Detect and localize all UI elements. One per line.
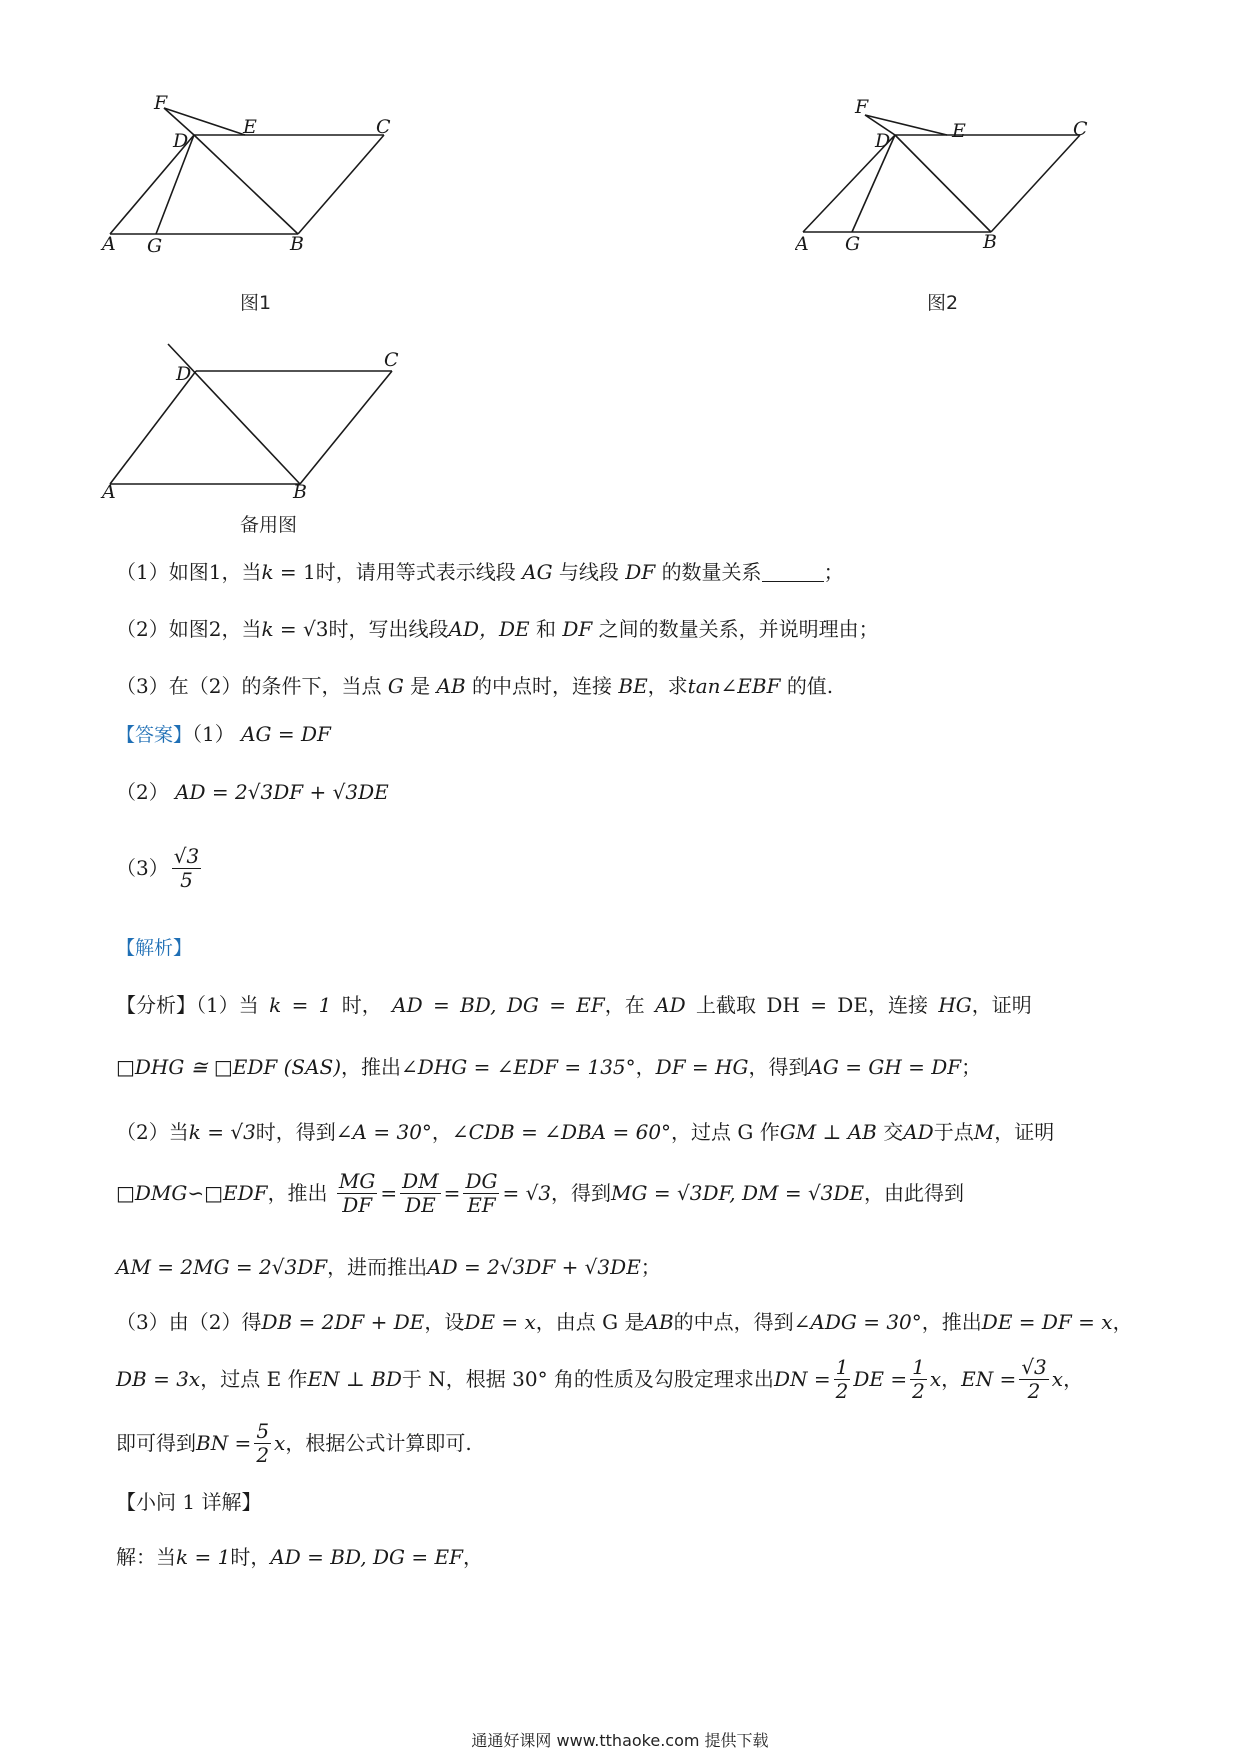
- fig1-label-E: E: [243, 116, 257, 138]
- fig3-label-B: B: [293, 481, 307, 503]
- figure-3: [100, 330, 440, 510]
- analysis-line-2: □DHG ≅ □EDF (SAS)，推出∠DHG = ∠EDF = 135°，DF = HG，得到AG = GH = DF；: [116, 1055, 982, 1079]
- analysis-line-5: AM = 2MG = 2√3DF，进而推出AD = 2√3DF + √3DE；: [116, 1255, 661, 1279]
- page-footer: 通通好课网 www.tthaoke.com 提供下载: [471, 1731, 769, 1750]
- question-1: （1）如图1，当k = 1时，请用等式表示线段 AG 与线段 DF 的数量关系 ；: [116, 560, 844, 584]
- figure-3-caption: 备用图: [240, 514, 298, 536]
- detail-tag-line: [116, 1490, 261, 1515]
- analysis-tag-line: [116, 935, 192, 961]
- fig1-label-B: B: [290, 233, 304, 255]
- question-3: （3）在（2）的条件下，当点 G 是 AB 的中点时，连接 BE，求tan∠EBF 的值.: [116, 674, 834, 698]
- detail-tag: 【小问 1 详解】: [116, 1490, 262, 1514]
- analysis-line-1: 【分析】（1）当 k = 1 时， AD = BD, DG = EF，在 AD 上截取 DH = DE，连接 HG，证明: [116, 993, 1032, 1017]
- answer-blank: [762, 580, 824, 582]
- fig3-label-A: A: [102, 481, 116, 503]
- analysis-line-4: □DMG∽□EDF，推出 $\frac{MG}{DF}$ = $\frac{DM}{DE}$ = $\frac{DG}{EF}$ = √3，得到MG = √3DF, DM = √3DE，由此得到: [116, 1169, 965, 1217]
- analysis-line-6: （3）由（2）得DB = 2DF + DE，设DE = x，由点 G 是AB的中点，得到∠ADG = 30°，推出DE = DF = x，: [116, 1310, 1133, 1334]
- fig2-label-G: G: [845, 233, 861, 255]
- figure-2-caption: 图2: [927, 292, 959, 314]
- fig1-label-A: A: [102, 233, 116, 255]
- fig2-label-D: D: [875, 130, 891, 152]
- figure-2-diagram: [795, 95, 1135, 285]
- fig2-label-A-visible: A: [795, 233, 809, 255]
- fig1-label-G: G: [147, 235, 163, 257]
- fig2-label-F: F: [855, 96, 869, 118]
- fig2-label-C: C: [1073, 118, 1088, 140]
- question-2: （2）如图2，当k = √3时，写出线段AD，DE 和 DF 之间的数量关系，并说明理由；: [116, 617, 879, 641]
- answer-tag: 【答案】: [116, 724, 193, 746]
- fig3-label-D: D: [176, 363, 192, 385]
- detail-line-1: 解：当k = 1时，AD = BD, DG = EF，: [116, 1545, 483, 1569]
- figure-1-caption: 图1: [240, 292, 272, 314]
- fig1-label-F: F: [154, 95, 168, 114]
- answer-3-fraction: $\frac{√3}{5}$: [173, 844, 200, 892]
- figure-1: [100, 95, 440, 285]
- answer-2: （2） AD = 2√3DF + √3DE: [116, 780, 389, 804]
- fig1-label-D: D: [173, 130, 189, 152]
- figure-1-diagram: [100, 95, 440, 285]
- fig2-label-B: B: [983, 231, 997, 253]
- figure-2: [795, 95, 1135, 285]
- analysis-line-7: DB = 3x，过点 E 作EN ⊥ BD于 N，根据 30° 角的性质及勾股定理求出DN = $\frac{1}{2}$ DE = $\frac{1}{2}$ x，EN = $\frac{√3}{2}$ x，: [116, 1355, 1084, 1403]
- answer-1: 【答案】（1） AG = DF: [116, 722, 331, 746]
- fig1-label-C: C: [376, 116, 391, 138]
- figure-3-diagram: [100, 330, 440, 510]
- analysis-line-3: （2）当k = √3时，得到∠A = 30°，∠CDB = ∠DBA = 60°，过点 G 作GM ⊥ AB 交AD于点M，证明: [116, 1120, 1055, 1144]
- fig2-label-E: E: [952, 120, 966, 142]
- analysis-tag: 【解析】: [116, 937, 193, 959]
- analysis-line-8: 即可得到BN = $\frac{5}{2}$ x，根据公式计算即可.: [116, 1419, 472, 1467]
- fig3-label-C: C: [384, 349, 399, 371]
- answer-3: （3） $\frac{√3}{5}$: [116, 844, 200, 892]
